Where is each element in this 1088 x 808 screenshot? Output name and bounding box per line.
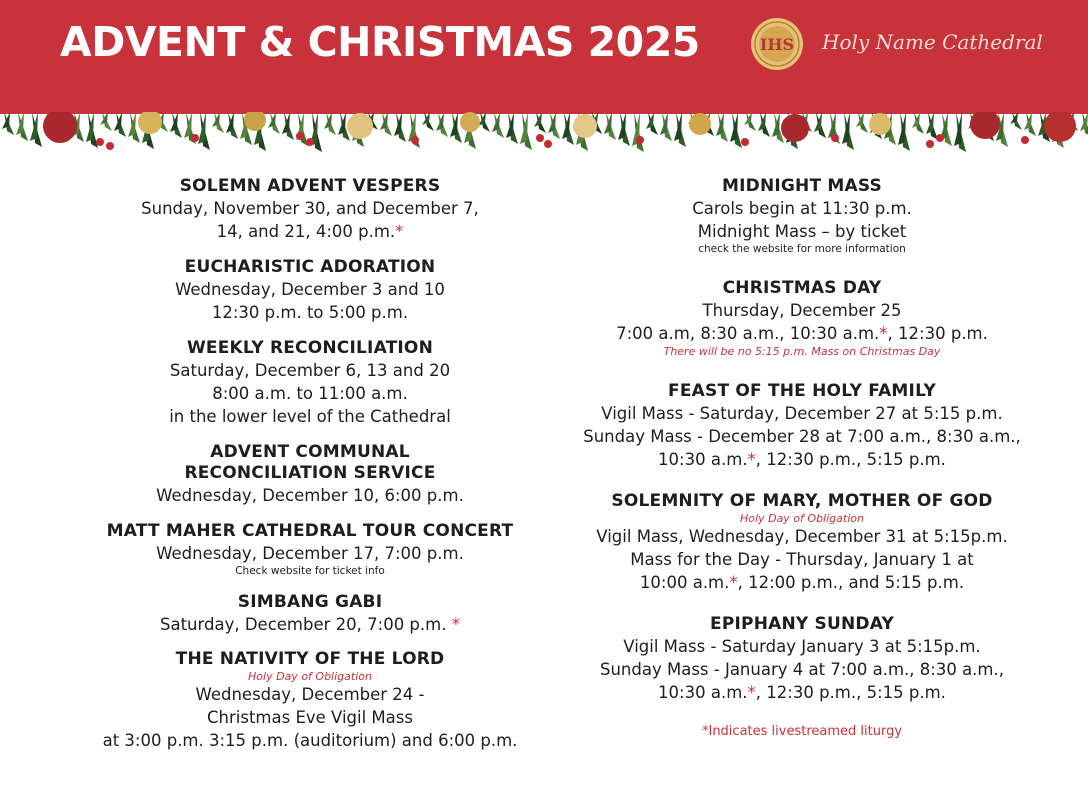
section-heading: MATT MAHER CATHEDRAL TOUR CONCERT xyxy=(106,521,514,541)
livestream-asterisk: * xyxy=(879,324,888,343)
schedule-section xyxy=(90,338,530,428)
schedule-line-text: 14, and 21, 4:00 p.m. xyxy=(216,222,396,241)
schedule-line-text: Midnight Mass – by ticket xyxy=(697,222,907,241)
livestream-asterisk: * xyxy=(729,573,738,592)
schedule-line xyxy=(562,635,1042,658)
pine-sprig xyxy=(814,112,822,132)
schedule-line-text: Sunday Mass - January 4 at 7:00 a.m., 8:30 a.m., xyxy=(599,660,1004,679)
holly-berry xyxy=(1021,136,1029,144)
header-banner xyxy=(0,0,1088,114)
pine-sprig xyxy=(338,112,346,135)
schedule-line xyxy=(562,197,1042,220)
section-heading: RECONCILIATION SERVICE xyxy=(184,463,436,483)
right-column xyxy=(562,176,1042,739)
schedule-line xyxy=(562,402,1042,425)
pine-sprig xyxy=(184,112,192,138)
schedule-section xyxy=(90,442,530,507)
pine-sprig xyxy=(492,112,500,132)
schedule-line xyxy=(562,448,1042,471)
schedule-line-text: Sunday, November 30, and December 7, xyxy=(141,199,479,218)
schedule-line-text: Wednesday, December 24 - xyxy=(195,685,425,704)
info-note: check the website for more information xyxy=(698,243,906,255)
schedule-line-text: 10:30 a.m. xyxy=(658,683,748,702)
schedule-section xyxy=(90,176,530,243)
garland-decoration xyxy=(0,112,1088,170)
ornament xyxy=(781,114,809,142)
schedule-section xyxy=(90,592,530,636)
schedule-line-text: , 12:30 p.m., 5:15 p.m. xyxy=(755,683,946,702)
pine-sprig xyxy=(394,112,402,136)
section-heading: ADVENT COMMUNAL xyxy=(210,442,410,462)
schedule-line xyxy=(90,542,530,565)
schedule-line-text: Sunday Mass - December 28 at 7:00 a.m., 8:30 a.m., xyxy=(583,427,1021,446)
section-heading: THE NATIVITY OF THE LORD xyxy=(175,649,445,669)
schedule-section xyxy=(90,649,530,752)
section-heading: EPIPHANY SUNDAY xyxy=(710,614,894,634)
holly-berry xyxy=(96,138,104,146)
holly-berry xyxy=(741,138,749,146)
pine-sprig xyxy=(618,112,626,140)
schedule-line-text: Thursday, December 25 xyxy=(702,301,902,320)
svg-text:IHS: IHS xyxy=(759,35,795,54)
schedule-section xyxy=(90,257,530,324)
left-column xyxy=(90,176,530,752)
schedule-line-text: at 3:00 p.m. 3:15 p.m. (auditorium) and 6:00 p.m. xyxy=(102,731,518,750)
schedule-line-text: Vigil Mass, Wednesday, December 31 at 5:15p.m. xyxy=(596,527,1008,546)
schedule-line-text: Carols begin at 11:30 p.m. xyxy=(692,199,912,218)
schedule-line-text: Mass for the Day - Thursday, January 1 at xyxy=(630,550,974,569)
ornament xyxy=(689,113,711,135)
schedule-line-text: Vigil Mass - Saturday January 3 at 5:15p.m. xyxy=(623,637,981,656)
section-heading: CHRISTMAS DAY xyxy=(722,278,882,298)
schedule-line xyxy=(90,301,530,324)
livestream-asterisk: * xyxy=(747,683,756,702)
schedule-line xyxy=(562,571,1042,594)
pine-sprig xyxy=(198,112,206,144)
schedule-line-text: 10:30 a.m. xyxy=(658,450,748,469)
pine-sprig xyxy=(898,112,906,145)
schedule-line-text: 8:00 a.m. to 11:00 a.m. xyxy=(212,384,408,403)
schedule-line xyxy=(562,425,1042,448)
section-heading: FEAST OF THE HOLY FAMILY xyxy=(668,381,936,401)
pine-sprig xyxy=(772,112,780,137)
holly-berry xyxy=(936,134,944,142)
pine-sprig xyxy=(548,112,556,133)
schedule-line xyxy=(562,299,1042,322)
schedule-line xyxy=(90,220,530,243)
schedule-line-text: 12:30 p.m. to 5:00 p.m. xyxy=(211,303,409,322)
schedule-line-text: Wednesday, December 17, 7:00 p.m. xyxy=(156,544,464,563)
livestream-asterisk: * xyxy=(395,222,404,241)
pine-sprig xyxy=(16,112,24,135)
schedule-line xyxy=(90,405,530,428)
schedule-line-text: 7:00 a.m, 8:30 a.m., 10:30 a.m. xyxy=(616,324,880,343)
schedule-line xyxy=(562,548,1042,571)
mass-note: There will be no 5:15 p.m. Mass on Christmas Day xyxy=(663,345,941,358)
pine-sprig xyxy=(506,112,514,138)
schedule-line-text: in the lower level of the Cathedral xyxy=(169,407,451,426)
section-heading: EUCHARISTIC ADORATION xyxy=(184,257,436,277)
holly-berry xyxy=(306,138,314,146)
holy-day-note: Holy Day of Obligation xyxy=(248,670,372,683)
schedule-line xyxy=(90,706,530,729)
holly-berry xyxy=(536,134,544,142)
pine-sprig xyxy=(86,112,94,142)
schedule-section xyxy=(562,381,1042,471)
pine-sprig xyxy=(730,112,738,142)
ornament xyxy=(869,113,891,135)
holy-day-note: Holy Day of Obligation xyxy=(740,512,864,525)
schedule-line xyxy=(90,359,530,382)
schedule-line xyxy=(562,525,1042,548)
pine-sprig xyxy=(282,112,290,134)
cathedral-seal-logo xyxy=(750,17,804,71)
schedule-line xyxy=(562,681,1042,704)
livestream-footnote: *Indicates livestreamed liturgy xyxy=(701,724,903,739)
pine-sprig xyxy=(128,112,136,137)
schedule-line xyxy=(90,197,530,220)
pine-sprig xyxy=(450,112,458,137)
schedule-line-text: , 12:30 p.m., 5:15 p.m. xyxy=(755,450,946,469)
schedule-section xyxy=(562,614,1042,704)
holly-berry xyxy=(191,134,199,142)
section-heading: SOLEMN ADVENT VESPERS xyxy=(179,176,441,196)
holly-berry xyxy=(411,136,419,144)
schedule-section xyxy=(562,491,1042,594)
holly-berry xyxy=(106,142,114,150)
pine-sprig xyxy=(520,112,528,144)
schedule-line-text: 10:00 a.m. xyxy=(639,573,730,592)
schedule-line xyxy=(90,683,530,706)
ornament xyxy=(1044,112,1076,142)
holly-berry xyxy=(831,134,839,142)
livestream-asterisk: * xyxy=(747,450,756,469)
ornament xyxy=(347,113,373,139)
schedule-line xyxy=(562,658,1042,681)
livestream-asterisk: * xyxy=(451,615,460,634)
schedule-section xyxy=(562,278,1042,358)
holly-berry xyxy=(926,140,934,148)
ornament xyxy=(138,112,162,134)
schedule-line xyxy=(90,382,530,405)
schedule-line xyxy=(90,278,530,301)
section-heading: SIMBANG GABI xyxy=(237,592,383,612)
pine-sprig xyxy=(926,112,934,134)
section-heading: SOLEMNITY OF MARY, MOTHER OF GOD xyxy=(611,491,993,511)
ornament xyxy=(970,112,1000,139)
ornament xyxy=(573,114,597,138)
schedule-line xyxy=(90,484,530,507)
pine-sprig xyxy=(716,112,724,136)
section-heading: WEEKLY RECONCILIATION xyxy=(186,338,434,358)
schedule-section xyxy=(90,521,530,578)
pine-sprig xyxy=(562,112,570,139)
schedule-line-text: , 12:00 p.m., and 5:15 p.m. xyxy=(737,573,965,592)
schedule-line xyxy=(562,322,1042,345)
page-title: ADVENT & CHRISTMAS 2025 xyxy=(60,18,700,66)
cathedral-name: Holy Name Cathedral xyxy=(822,30,1043,54)
schedule-line-text: , 12:30 p.m. xyxy=(887,324,988,343)
schedule-line-text: Saturday, December 6, 13 and 20 xyxy=(169,361,451,380)
schedule-line xyxy=(90,729,530,752)
info-note: Check website for ticket info xyxy=(235,565,385,577)
holly-berry xyxy=(296,132,304,140)
schedule-section xyxy=(562,176,1042,256)
section-heading: MIDNIGHT MASS xyxy=(722,176,882,196)
pine-sprig xyxy=(674,112,682,141)
schedule-line-text: Christmas Eve Vigil Mass xyxy=(207,708,413,727)
pine-sprig xyxy=(954,112,962,146)
pine-sprig xyxy=(170,112,178,132)
schedule-line-text: Vigil Mass - Saturday, December 27 at 5:15 p.m. xyxy=(601,404,1003,423)
pine-sprig xyxy=(30,112,38,141)
pine-sprig xyxy=(660,112,668,135)
holly-berry xyxy=(544,140,552,148)
schedule-line xyxy=(90,613,530,636)
schedule-line-text: Wednesday, December 10, 6:00 p.m. xyxy=(156,486,464,505)
ornament xyxy=(460,112,480,132)
schedule-line-text: Wednesday, December 3 and 10 xyxy=(175,280,445,299)
schedule-line xyxy=(562,220,1042,243)
pine-sprig xyxy=(842,112,850,144)
pine-sprig xyxy=(226,112,234,133)
schedule-line-text: Saturday, December 20, 7:00 p.m. xyxy=(160,615,447,634)
ornament xyxy=(43,112,77,143)
pine-sprig xyxy=(604,112,612,134)
holly-berry xyxy=(636,136,644,144)
